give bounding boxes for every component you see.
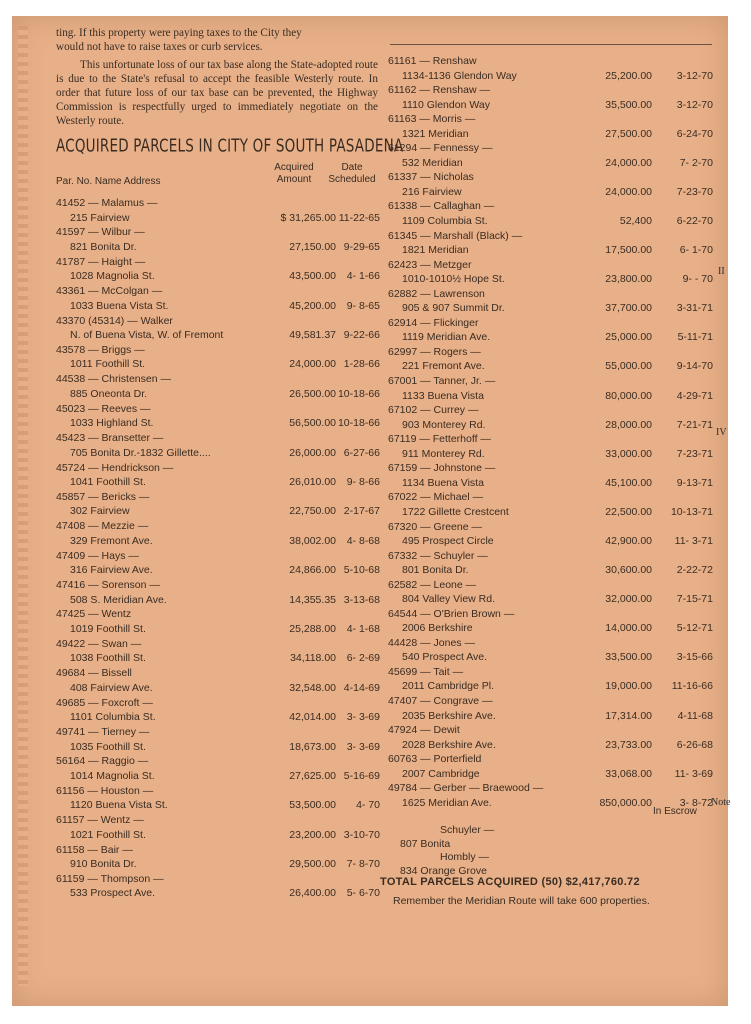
parcel-address: 329 Fremont Ave. bbox=[70, 534, 153, 547]
parcel-id-name: 47408 — Mezzie — bbox=[56, 520, 149, 533]
parcel-amount: $ 31,265.00 bbox=[280, 211, 336, 224]
parcel-address: 1110 Glendon Way bbox=[402, 98, 490, 111]
parcel-row bbox=[388, 607, 713, 636]
parcel-row bbox=[56, 372, 378, 401]
parcel-amount: 26,000.00 bbox=[289, 446, 336, 459]
parcel-address: 216 Fairview bbox=[402, 185, 462, 198]
parcel-row bbox=[56, 461, 378, 490]
parcel-amount: 24,000.00 bbox=[289, 358, 336, 371]
remember-note: Remember the Meridian Route will take 600 properties. bbox=[393, 895, 650, 907]
orange-grove-line: 834 Orange Grove bbox=[400, 865, 487, 877]
parcel-amount: 25,288.00 bbox=[289, 622, 336, 635]
parcel-date: 7-15-71 bbox=[676, 593, 713, 606]
parcel-date: 10-18-66 bbox=[337, 417, 380, 430]
parcel-date: 10-13-71 bbox=[670, 505, 713, 518]
parcel-date: 9-14-70 bbox=[676, 360, 713, 373]
parcel-row bbox=[388, 374, 713, 403]
parcel-address: 1011 Foothill St. bbox=[70, 358, 146, 371]
parcel-row bbox=[56, 284, 378, 313]
parcel-address: 1014 Magnolia St. bbox=[70, 769, 155, 782]
torn-fold-edge bbox=[18, 26, 28, 986]
parcel-id-name: 56164 — Raggio — bbox=[56, 755, 149, 768]
parcel-row bbox=[388, 287, 713, 316]
parcel-row bbox=[388, 316, 713, 345]
parcel-row bbox=[388, 54, 713, 83]
parcel-id-name: 67119 — Fetterhoff — bbox=[388, 433, 491, 446]
parcel-date: 6- 2-69 bbox=[346, 652, 380, 665]
parcel-date: 4- 1-66 bbox=[346, 270, 380, 283]
parcel-row bbox=[388, 112, 713, 141]
schuyler-line: Schuyler — bbox=[440, 824, 495, 836]
parcel-amount: 26,500.00 bbox=[289, 387, 336, 400]
parcel-row bbox=[388, 229, 713, 258]
header-acquired: Acquired Amount bbox=[274, 162, 314, 185]
parcel-id-name: 62997 — Rogers — bbox=[388, 345, 481, 358]
parcel-address: 885 Oneonta Dr. bbox=[70, 387, 148, 400]
parcel-row bbox=[388, 345, 713, 374]
parcel-amount: 37,700.00 bbox=[605, 302, 652, 315]
parcel-date: 4- 1-68 bbox=[346, 622, 380, 635]
parcel-amount: 53,500.00 bbox=[289, 799, 336, 812]
parcel-id-name: 47924 — Dewit bbox=[388, 724, 460, 737]
parcel-amount: 42,900.00 bbox=[605, 535, 652, 547]
parcel-date: 7-23-70 bbox=[676, 185, 713, 198]
parcel-row bbox=[56, 255, 378, 284]
parcel-amount: 35,500.00 bbox=[605, 98, 652, 111]
parcel-id-name: 67022 — Michael — bbox=[388, 491, 484, 504]
parcel-amount: 38,002.00 bbox=[289, 534, 336, 547]
parcel-address: 2007 Cambridge bbox=[402, 767, 480, 780]
parcel-date: 3-12-70 bbox=[676, 98, 713, 111]
parcel-address: 1021 Foothill St. bbox=[70, 828, 146, 841]
parcel-date: 6-27-66 bbox=[343, 446, 380, 459]
parcel-date: 4-11-68 bbox=[677, 709, 713, 722]
parcel-address: 221 Fremont Ave. bbox=[402, 360, 485, 373]
parcel-row bbox=[388, 665, 713, 694]
parcel-amount: 14,000.00 bbox=[605, 622, 652, 635]
parcel-address: 495 Prospect Circle bbox=[402, 535, 494, 547]
parcel-id-name: 45423 — Bransetter — bbox=[56, 432, 164, 445]
parcel-address: 1625 Meridian Ave. bbox=[402, 796, 492, 809]
parcel-date: 9- 8-66 bbox=[346, 476, 380, 489]
parcel-row bbox=[56, 725, 378, 754]
parcel-row bbox=[56, 784, 378, 813]
parcel-date: 3-12-70 bbox=[676, 69, 713, 82]
parcel-id-name: 64544 — O'Brien Brown — bbox=[388, 607, 515, 620]
parcel-amount: 56,500.00 bbox=[289, 417, 336, 430]
parcel-id-name: 61157 — Wentz — bbox=[56, 814, 144, 827]
parcel-id-name: 62582 — Leone — bbox=[388, 578, 477, 591]
parcel-amount: 26,010.00 bbox=[289, 476, 336, 489]
parcel-address: 1120 Buena Vista St. bbox=[70, 799, 168, 812]
parcel-row bbox=[388, 461, 713, 490]
parcel-date: 4- 70 bbox=[356, 799, 380, 812]
parcel-id-name: 45699 — Tait — bbox=[388, 665, 464, 678]
parcel-id-name: 61162 — Renshaw — bbox=[388, 84, 490, 97]
intro-line-1: would not have to raise taxes or curb services. bbox=[56, 41, 263, 53]
parcel-amount: 23,200.00 bbox=[289, 828, 336, 841]
parcel-id-name: 61156 — Houston — bbox=[56, 784, 154, 797]
parcel-amount: 45,200.00 bbox=[289, 299, 336, 312]
parcel-row bbox=[388, 490, 713, 519]
parcel-row bbox=[56, 402, 378, 431]
parcel-row bbox=[388, 578, 713, 607]
parcel-id-name: 41787 — Haight — bbox=[56, 255, 146, 268]
parcel-address: 2011 Cambridge Pl. bbox=[402, 680, 495, 693]
intro-paragraph: This unfortunate loss of our tax base along the State-adopted route is due to the State's refusal to accept the feasible Westerly route. In order that future loss of our tax base can be prevented, the Highway Commission is respectfully urged to immediately negotiate on the Westerly route. bbox=[56, 59, 378, 127]
parcel-address: 905 & 907 Summit Dr. bbox=[402, 302, 505, 315]
parcel-date: 3-31-71 bbox=[676, 302, 713, 315]
hombly-line: Hombly — bbox=[440, 851, 490, 863]
parcel-id-name: 62423 — Metzger bbox=[388, 258, 472, 271]
parcel-date: 6-26-68 bbox=[676, 738, 713, 751]
parcel-address: 408 Fairview Ave. bbox=[70, 681, 153, 694]
intro-line-0: ting. If this property were paying taxes to the City they bbox=[56, 27, 302, 39]
parcel-date: 9- 8-65 bbox=[346, 299, 380, 312]
parcel-id-name: 61338 — Callaghan — bbox=[388, 200, 495, 213]
parcel-row bbox=[388, 520, 713, 549]
parcel-row bbox=[56, 696, 378, 725]
parcel-id-name: 45857 — Bericks — bbox=[56, 490, 150, 503]
header-date: Date Scheduled bbox=[328, 162, 376, 185]
parcel-amount: 27,625.00 bbox=[289, 769, 336, 782]
parcel-address: 1010-1010½ Hope St. bbox=[402, 273, 505, 286]
parcel-row bbox=[56, 666, 378, 695]
parcel-row bbox=[388, 83, 713, 112]
parcel-row bbox=[388, 403, 713, 432]
left-parcel-list bbox=[56, 196, 378, 901]
parcel-amount: 43,500.00 bbox=[289, 270, 336, 283]
parcel-id-name: 49684 — Bissell bbox=[56, 667, 132, 680]
parcel-date: 4-29-71 bbox=[676, 389, 713, 402]
parcel-amount: 22,500.00 bbox=[605, 505, 652, 518]
parcel-id-name: 67159 — Johnstone — bbox=[388, 462, 496, 475]
parcel-address: 2028 Berkshire Ave. bbox=[402, 738, 496, 751]
parcel-id-name: 43578 — Briggs — bbox=[56, 343, 145, 356]
parcel-row bbox=[56, 519, 378, 548]
parcel-amount: 33,068.00 bbox=[605, 767, 652, 780]
parcel-date: 7-21-71 bbox=[676, 418, 713, 431]
parcel-address: 508 S. Meridian Ave. bbox=[70, 593, 167, 606]
parcel-amount: 24,000.00 bbox=[605, 185, 652, 198]
parcel-id-name: 62882 — Lawrenson bbox=[388, 287, 485, 300]
parcel-id-name: 47409 — Hays — bbox=[56, 549, 139, 562]
parcel-amount: 32,548.00 bbox=[289, 681, 336, 694]
parcel-amount: 24,866.00 bbox=[289, 564, 336, 577]
parcel-address: 1133 Buena Vista bbox=[402, 389, 484, 402]
parcel-row bbox=[388, 549, 713, 578]
parcel-id-name: 45023 — Reeves — bbox=[56, 402, 151, 415]
margin-mark-note: Note bbox=[711, 797, 731, 808]
parcel-amount: 26,400.00 bbox=[289, 887, 336, 900]
parcel-date: 9-13-71 bbox=[676, 476, 713, 489]
parcel-row bbox=[56, 431, 378, 460]
parcel-address: 801 Bonita Dr. bbox=[402, 564, 469, 577]
parcel-date: 11- 3-71 bbox=[674, 535, 713, 547]
parcel-date: 11-16-66 bbox=[671, 680, 713, 693]
parcel-amount: 80,000.00 bbox=[605, 389, 652, 402]
parcel-address: 1101 Columbia St. bbox=[70, 711, 156, 724]
parcel-id-name: 44428 — Jones — bbox=[388, 636, 475, 649]
parcel-id-name: 41597 — Wilbur — bbox=[56, 226, 145, 239]
parcel-address: 1033 Buena Vista St. bbox=[70, 299, 169, 312]
parcel-amount: 29,500.00 bbox=[289, 858, 336, 871]
parcel-row bbox=[56, 225, 378, 254]
parcel-date: 11-22-65 bbox=[338, 211, 380, 224]
parcel-date: 3- 3-69 bbox=[346, 740, 380, 753]
parcel-row bbox=[56, 813, 378, 842]
parcel-row bbox=[56, 843, 378, 872]
parcel-amount: 850,000.00 bbox=[599, 796, 652, 809]
parcel-amount: 28,000.00 bbox=[605, 418, 652, 431]
parcel-date: 3- 3-69 bbox=[346, 711, 380, 724]
parcel-date: 9-29-65 bbox=[343, 240, 380, 253]
parcel-address: 2035 Berkshire Ave. bbox=[402, 709, 496, 722]
parcel-date: 6-24-70 bbox=[676, 127, 713, 140]
parcel-date: 6- 1-70 bbox=[679, 244, 713, 257]
parcel-address: 821 Bonita Dr. bbox=[70, 240, 137, 253]
parcel-address: 316 Fairview Ave. bbox=[70, 564, 153, 577]
parcel-address: 1722 Gillette Crestcent bbox=[402, 505, 509, 518]
parcel-amount: 27,500.00 bbox=[605, 127, 652, 140]
parcel-amount: 17,314.00 bbox=[605, 709, 652, 722]
parcel-id-name: 61161 — Renshaw bbox=[388, 55, 477, 67]
parcel-amount: 25,000.00 bbox=[605, 331, 652, 344]
parcel-address: 910 Bonita Dr. bbox=[70, 858, 137, 871]
parcel-amount: 17,500.00 bbox=[605, 244, 652, 257]
left-column bbox=[56, 26, 404, 901]
parcel-id-name: 47407 — Congrave — bbox=[388, 695, 493, 708]
parcel-address: 1109 Columbia St. bbox=[402, 214, 488, 227]
parcel-date: 2-22-72 bbox=[676, 564, 713, 577]
parcel-amount: 25,200.00 bbox=[605, 69, 652, 82]
parcel-id-name: 60763 — Porterfield bbox=[388, 753, 482, 766]
parcel-address: 903 Monterey Rd. bbox=[402, 418, 486, 431]
intro-text bbox=[56, 26, 378, 128]
parcel-row bbox=[56, 549, 378, 578]
parcel-amount: 14,355.35 bbox=[289, 593, 336, 606]
parcel-row bbox=[56, 343, 378, 372]
parcel-date: 11- 3-69 bbox=[674, 767, 713, 780]
parcel-amount: 30,600.00 bbox=[605, 564, 652, 577]
parcel-date: 9- - 70 bbox=[682, 273, 713, 286]
parcel-amount: 33,500.00 bbox=[605, 651, 652, 664]
parcel-id-name: 61158 — Bair — bbox=[56, 843, 133, 856]
parcel-id-name: 49685 — Foxcroft — bbox=[56, 696, 153, 709]
parcel-amount: 23,733.00 bbox=[605, 738, 652, 751]
parcel-id-name: 49422 — Swan — bbox=[56, 637, 142, 650]
parcel-date: 5-11-71 bbox=[677, 331, 713, 344]
parcel-id-name: 67320 — Greene — bbox=[388, 520, 482, 533]
parcel-id-name: 67001 — Tanner, Jr. — bbox=[388, 375, 496, 388]
parcel-amount: 19,000.00 bbox=[605, 680, 652, 693]
parcel-address: 1134 Buena Vista bbox=[402, 476, 484, 489]
parcel-row bbox=[388, 432, 713, 461]
parcel-address: 533 Prospect Ave. bbox=[70, 887, 156, 900]
parcel-amount: 49,581.37 bbox=[289, 329, 336, 342]
parcel-row bbox=[56, 607, 378, 636]
parcel-row bbox=[388, 694, 713, 723]
parcel-address: 1119 Meridian Ave. bbox=[402, 331, 491, 344]
column-rule bbox=[390, 44, 712, 45]
parcel-row bbox=[388, 636, 713, 665]
parcel-amount: 34,118.00 bbox=[290, 652, 336, 665]
total-parcels: TOTAL PARCELS ACQUIRED (50) $2,417,760.72 bbox=[380, 876, 640, 888]
parcel-address: 2006 Berkshire bbox=[402, 622, 473, 635]
parcel-id-name: 43370 (45314) — Walker bbox=[56, 314, 173, 327]
parcel-address: 705 Bonita Dr.-1832 Gillette.... bbox=[70, 446, 211, 459]
parcel-address: 302 Fairview bbox=[70, 505, 130, 518]
parcel-row bbox=[388, 752, 713, 781]
parcel-date: 4- 8-68 bbox=[346, 534, 380, 547]
parcel-id-name: 49784 — Gerber — Braewood — bbox=[388, 782, 544, 795]
parcel-address: 540 Prospect Ave. bbox=[402, 651, 488, 664]
parcel-address: 1019 Foothill St. bbox=[70, 622, 146, 635]
parcel-date: 2-17-67 bbox=[343, 505, 380, 518]
parcel-id-name: 61163 — Morris — bbox=[388, 113, 476, 126]
parcel-id-name: 62914 — Flickinger bbox=[388, 316, 479, 329]
parcel-amount: 52,400 bbox=[619, 214, 652, 227]
parcel-date: 1-28-66 bbox=[343, 358, 380, 371]
parcel-id-name: 47416 — Sorenson — bbox=[56, 579, 160, 592]
in-escrow-note: In Escrow bbox=[653, 806, 697, 817]
margin-mark-ii: II bbox=[718, 266, 725, 277]
parcel-id-name: 45724 — Hendrickson — bbox=[56, 461, 174, 474]
parcel-address: 1038 Foothill St. bbox=[70, 652, 146, 665]
parcel-address: 1035 Foothill St. bbox=[70, 740, 146, 753]
parcel-address: 532 Meridian bbox=[402, 156, 463, 169]
parcel-row bbox=[388, 170, 713, 199]
parcel-date: 7- 8-70 bbox=[346, 858, 380, 871]
parcel-address: 1041 Foothill St. bbox=[70, 476, 146, 489]
right-column bbox=[388, 54, 713, 810]
table-header bbox=[56, 162, 378, 192]
parcel-row bbox=[56, 872, 378, 901]
parcel-address: 1033 Highland St. bbox=[70, 417, 154, 430]
parcel-amount: 23,800.00 bbox=[605, 273, 652, 286]
parcel-amount: 27,150.00 bbox=[289, 240, 336, 253]
parcel-date: 5-10-68 bbox=[343, 564, 380, 577]
parcel-amount: 33,000.00 bbox=[605, 447, 652, 460]
parcel-row bbox=[56, 754, 378, 783]
parcel-id-name: 61159 — Thompson — bbox=[56, 872, 164, 885]
parcel-id-name: 61337 — Nicholas bbox=[388, 171, 474, 184]
parcel-row bbox=[388, 258, 713, 287]
parcel-row bbox=[56, 196, 378, 225]
parcel-date: 3-10-70 bbox=[343, 828, 380, 841]
parcel-row bbox=[388, 141, 713, 170]
parcel-address: 1134-1136 Glendon Way bbox=[402, 69, 517, 82]
parcel-address: 1821 Meridian bbox=[402, 244, 469, 257]
parcel-address: 804 Valley View Rd. bbox=[402, 593, 495, 606]
parcel-row bbox=[56, 637, 378, 666]
parcel-date: 3-13-68 bbox=[343, 593, 380, 606]
parcel-address: 1321 Meridian bbox=[402, 127, 469, 140]
parcel-id-name: 41452 — Malamus — bbox=[56, 197, 158, 209]
parcel-date: 5-16-69 bbox=[343, 769, 380, 782]
parcel-row bbox=[388, 723, 713, 752]
parcel-date: 6-22-70 bbox=[676, 214, 713, 227]
parcel-date: 9-22-66 bbox=[343, 329, 380, 342]
parcel-id-name: 61294 — Fennessy — bbox=[388, 142, 493, 155]
parcel-id-name: 67102 — Currey — bbox=[388, 404, 479, 417]
parcel-date: 3-15-66 bbox=[676, 651, 713, 664]
parcel-date: 7- 2-70 bbox=[679, 156, 713, 169]
parcel-date: 7-23-71 bbox=[676, 447, 713, 460]
parcel-date: 5- 6-70 bbox=[346, 887, 380, 900]
parcel-id-name: 49741 — Tierney — bbox=[56, 726, 150, 739]
margin-mark-iv: IV bbox=[716, 427, 727, 438]
parcel-address: N. of Buena Vista, W. of Fremont bbox=[70, 329, 224, 342]
bonita-807-line: 807 Bonita bbox=[400, 838, 451, 850]
parcel-amount: 18,673.00 bbox=[289, 740, 336, 753]
parcel-id-name: 61345 — Marshall (Black) — bbox=[388, 229, 523, 242]
parcel-row bbox=[388, 199, 713, 228]
parcel-date: 4-14-69 bbox=[343, 681, 380, 694]
page-title: ACQUIRED PARCELS IN CITY OF SOUTH PASADENA bbox=[56, 136, 404, 157]
right-parcel-list bbox=[388, 54, 713, 810]
parcel-address: 1028 Magnolia St. bbox=[70, 270, 155, 283]
parcel-id-name: 44538 — Christensen — bbox=[56, 373, 171, 386]
parcel-address: 911 Monterey Rd. bbox=[402, 447, 485, 460]
parcel-id-name: 47425 — Wentz bbox=[56, 608, 132, 621]
parcel-row bbox=[56, 490, 378, 519]
header-par-name: Par. No. Name Address bbox=[56, 176, 161, 187]
parcel-amount: 45,100.00 bbox=[605, 476, 652, 489]
parcel-amount: 55,000.00 bbox=[605, 360, 652, 373]
parcel-amount: 24,000.00 bbox=[605, 156, 652, 169]
parcel-id-name: 67332 — Schuyler — bbox=[388, 549, 488, 562]
parcel-date: 10-18-66 bbox=[337, 387, 380, 400]
parcel-row bbox=[56, 578, 378, 607]
parcel-address: 215 Fairview bbox=[70, 211, 130, 224]
parcel-date: 3- 8-72 bbox=[679, 796, 713, 809]
parcel-id-name: 43361 — McColgan — bbox=[56, 285, 163, 298]
parcel-amount: 42,014.00 bbox=[289, 711, 336, 724]
parcel-amount: 22,750.00 bbox=[289, 505, 336, 518]
parcel-row bbox=[56, 314, 378, 343]
parcel-date: 5-12-71 bbox=[676, 622, 713, 635]
parcel-amount: 32,000.00 bbox=[605, 593, 652, 606]
